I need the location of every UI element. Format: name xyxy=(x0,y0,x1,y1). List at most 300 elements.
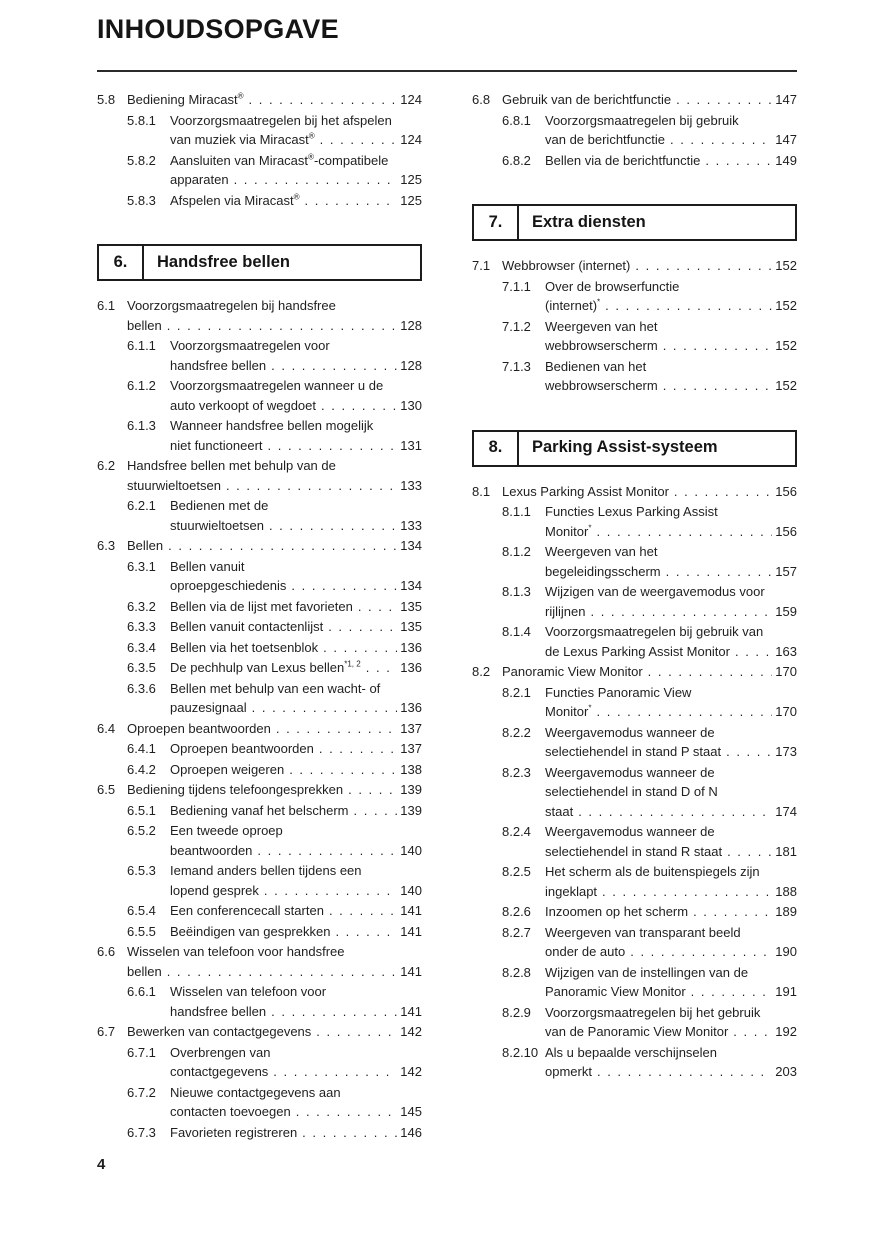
entry-body xyxy=(170,739,422,759)
entry-line xyxy=(545,683,797,703)
entry-line xyxy=(502,662,797,682)
entry-text: selectiehendel in stand P staat xyxy=(545,744,722,759)
entry-text: webbrowserscherm xyxy=(545,378,658,393)
entry-text: Weergeven van het xyxy=(545,544,658,559)
entry-body xyxy=(170,376,422,415)
entry-line xyxy=(545,1043,797,1063)
entry-number: 6.3.3 xyxy=(127,619,156,634)
entry-text: Een tweede oproep xyxy=(170,823,283,838)
entry-line xyxy=(545,982,797,1002)
chapter-number: 6. xyxy=(99,246,144,279)
entry-body xyxy=(127,296,422,335)
dot-leader xyxy=(328,617,397,637)
entry-number: 6.1.2 xyxy=(127,378,156,393)
toc-entry xyxy=(97,557,422,596)
toc-entry xyxy=(472,256,797,276)
entry-text: bellen xyxy=(127,963,162,979)
entry-body xyxy=(502,256,797,276)
toc-entry xyxy=(97,658,422,678)
entry-page: 137 xyxy=(400,720,422,736)
entry-body xyxy=(170,416,422,455)
entry-text: webbrowserscherm xyxy=(545,338,658,353)
entry-text: handsfree bellen xyxy=(170,1003,267,1019)
entry-line xyxy=(170,679,422,699)
entry-page: 125 xyxy=(400,192,422,208)
dot-leader xyxy=(320,130,398,150)
toc-entry xyxy=(97,416,422,455)
chapter-number: 7. xyxy=(474,206,519,239)
entry-number: 8.1.4 xyxy=(502,624,531,639)
entry-number: 5.8 xyxy=(97,92,116,107)
entry-text: Bediening vanaf het belscherm xyxy=(170,802,349,818)
entry-body xyxy=(545,963,797,1002)
entry-number: 6.6 xyxy=(97,944,116,959)
entry-line xyxy=(170,1043,422,1063)
entry-line xyxy=(170,801,422,821)
dot-leader xyxy=(630,942,772,962)
entry-page: 128 xyxy=(400,357,422,373)
page-title: INHOUDSOPGAVE xyxy=(97,14,339,44)
entry-body xyxy=(170,617,422,637)
chapter-heading xyxy=(472,430,797,467)
entry-text: Bewerken van contactgegevens xyxy=(127,1024,312,1039)
entry-page: 139 xyxy=(400,782,422,797)
entry-number: 8.2.2 xyxy=(502,724,531,740)
entry-text: Voorzorgsmaatregelen bij gebruik van xyxy=(545,624,764,639)
entry-line xyxy=(170,111,422,131)
entry-number: 6.3.6 xyxy=(127,680,156,696)
entry-line xyxy=(545,723,797,743)
entry-line xyxy=(545,562,797,582)
entry-body xyxy=(170,1083,422,1122)
entry-page: 137 xyxy=(400,741,422,756)
entry-number: 8.2.5 xyxy=(502,864,531,879)
dot-leader xyxy=(273,1062,397,1082)
entry-text: Afspelen via Miracast® xyxy=(170,192,300,208)
entry-text: Handsfree bellen met behulp van de xyxy=(127,458,336,473)
entry-text: Overbrengen van xyxy=(170,1044,271,1060)
dot-leader xyxy=(168,536,397,556)
entry-text: Over de browserfunctie xyxy=(545,278,680,294)
entry-number: 8.1.1 xyxy=(502,504,531,519)
dot-leader xyxy=(329,901,397,921)
toc-entry xyxy=(97,780,422,800)
entry-number: 6.1.3 xyxy=(127,418,156,433)
entry-text: Bediening Miracast® xyxy=(127,91,244,107)
entry-body xyxy=(545,683,797,722)
toc-entry xyxy=(472,1003,797,1042)
entry-body xyxy=(170,191,422,211)
entry-line xyxy=(545,963,797,983)
entry-line xyxy=(545,702,797,722)
dot-leader xyxy=(249,90,398,110)
entry-number: 6.3.2 xyxy=(127,598,156,614)
toc-entry xyxy=(472,111,797,150)
toc-entry xyxy=(97,296,422,335)
entry-number: 6.2 xyxy=(97,458,116,473)
entry-line xyxy=(127,456,422,476)
entry-page: 142 xyxy=(400,1024,422,1039)
dot-leader xyxy=(348,780,397,800)
entry-line xyxy=(545,357,797,377)
entry-number: 6.7 xyxy=(97,1024,116,1039)
entry-line xyxy=(170,617,422,637)
superscript-mark: *1, 2 xyxy=(344,659,361,669)
entry-line xyxy=(545,902,797,922)
entry-page: 136 xyxy=(400,660,422,675)
toc-entry xyxy=(97,821,422,860)
entry-body xyxy=(545,622,797,661)
entry-line xyxy=(127,90,422,110)
entry-page: 141 xyxy=(400,1003,422,1019)
toc-entry xyxy=(472,90,797,110)
toc-entry xyxy=(97,336,422,375)
dot-leader xyxy=(666,562,773,582)
entry-number: 8.2.9 xyxy=(502,1004,531,1020)
entry-text: Bellen via de berichtfunctie xyxy=(545,152,701,168)
toc-entry xyxy=(97,679,422,718)
entry-body xyxy=(127,90,422,110)
toc-entry xyxy=(472,151,797,171)
entry-body xyxy=(170,901,422,921)
entry-page: 142 xyxy=(400,1064,422,1079)
entry-text: Gebruik van de berichtfunctie xyxy=(502,92,672,107)
entry-page: 152 xyxy=(775,378,797,393)
entry-text: Wijzigen van de weergavemodus voor xyxy=(545,584,765,599)
toc-entry xyxy=(472,683,797,722)
entry-text: Iemand anders bellen tijdens een xyxy=(170,863,362,878)
entry-body xyxy=(545,1003,797,1042)
entry-line xyxy=(545,542,797,562)
entry-number: 6.8.2 xyxy=(502,152,531,168)
entry-body xyxy=(545,357,797,396)
entry-body xyxy=(170,658,422,678)
entry-text: De pechhulp van Lexus bellen$^{*1, 2}$ xyxy=(170,659,361,675)
entry-page: 135 xyxy=(400,598,422,614)
entry-line xyxy=(545,782,797,802)
entry-body xyxy=(545,317,797,356)
entry-page: 130 xyxy=(400,397,422,413)
toc-entry xyxy=(472,763,797,822)
entry-line xyxy=(545,111,797,131)
entry-body xyxy=(545,763,797,822)
dot-leader xyxy=(271,1002,397,1022)
entry-page: 173 xyxy=(775,744,797,759)
entry-line xyxy=(545,502,797,522)
entry-page: 141 xyxy=(400,923,422,939)
entry-body xyxy=(545,902,797,922)
entry-line xyxy=(170,638,422,658)
entry-page: 189 xyxy=(775,904,797,919)
entry-line xyxy=(545,622,797,642)
dot-leader xyxy=(670,130,772,150)
chapter-title: Handsfree bellen xyxy=(157,252,290,271)
toc-entry xyxy=(97,942,422,981)
entry-page: 140 xyxy=(400,842,422,858)
entry-page: 170 xyxy=(775,664,797,679)
entry-text: Weergavemodus wanneer de xyxy=(545,724,715,740)
superscript-mark: ® xyxy=(308,131,315,141)
dot-leader xyxy=(268,436,398,456)
toc-entry xyxy=(472,482,797,502)
entry-line xyxy=(545,862,797,882)
entry-text: selectiehendel in stand D of N xyxy=(545,784,718,799)
entry-line xyxy=(545,763,797,783)
toc-entry xyxy=(97,496,422,535)
entry-line xyxy=(545,582,797,602)
toc-entry xyxy=(472,357,797,396)
toc-entry xyxy=(97,90,422,110)
entry-page: 136 xyxy=(400,700,422,715)
entry-text: bellen xyxy=(127,317,162,333)
entry-body xyxy=(545,151,797,171)
entry-page: 152 xyxy=(775,338,797,353)
entry-line xyxy=(545,1022,797,1042)
dot-leader xyxy=(226,476,397,496)
entry-number: 8.2 xyxy=(472,664,491,679)
entry-body xyxy=(545,277,797,316)
entry-body xyxy=(545,822,797,861)
dot-leader xyxy=(354,801,398,821)
dot-leader xyxy=(674,482,772,502)
entry-body xyxy=(170,679,422,718)
entry-line xyxy=(127,780,422,800)
entry-line xyxy=(545,151,797,171)
entry-page: 145 xyxy=(400,1104,422,1119)
toc-entry xyxy=(97,376,422,415)
entry-text: Weergavemodus wanneer de xyxy=(545,824,715,839)
dot-leader xyxy=(302,1123,397,1143)
toc-entry xyxy=(472,723,797,762)
entry-line xyxy=(170,658,422,678)
entry-line xyxy=(170,496,422,516)
toc-entry xyxy=(472,1043,797,1082)
entry-text: van muziek via Miracast® xyxy=(170,131,315,147)
superscript-mark: ® xyxy=(293,192,300,202)
entry-text: begeleidingsscherm xyxy=(545,563,661,579)
entry-number: 6.3.5 xyxy=(127,660,156,675)
entry-page: 157 xyxy=(775,563,797,579)
entry-line xyxy=(170,356,422,376)
entry-text: selectiehendel in stand R staat xyxy=(545,843,723,859)
entry-text: Aansluiten van Miracast®-compatibele xyxy=(170,152,389,168)
entry-page: 146 xyxy=(400,1124,422,1140)
entry-text: Monitor* xyxy=(545,703,592,719)
entry-text: Functies Panoramic View xyxy=(545,684,692,700)
toc-entry xyxy=(97,617,422,637)
entry-number: 6.7.1 xyxy=(127,1044,156,1060)
toc-column-right xyxy=(472,90,797,1143)
entry-body xyxy=(170,111,422,150)
entry-line xyxy=(545,942,797,962)
entry-text: Wanneer handsfree bellen mogelijk xyxy=(170,418,374,433)
entry-body xyxy=(545,542,797,581)
entry-text: pauzesignaal xyxy=(170,700,247,715)
superscript-mark: * xyxy=(588,523,592,533)
entry-line xyxy=(127,536,422,556)
dot-leader xyxy=(252,698,398,718)
entry-text: niet functioneert xyxy=(170,437,263,453)
dot-leader xyxy=(663,376,773,396)
toc-entry xyxy=(97,1022,422,1042)
entry-line xyxy=(170,170,422,190)
entry-number: 6.5.2 xyxy=(127,823,156,838)
entry-body xyxy=(170,151,422,190)
dot-leader xyxy=(635,256,772,276)
entry-body xyxy=(545,111,797,150)
entry-text: Voorzorgsmaatregelen bij het gebruik xyxy=(545,1004,761,1020)
dot-leader xyxy=(676,90,772,110)
dot-leader xyxy=(597,1062,772,1082)
toc-entry xyxy=(97,922,422,942)
toc-entry xyxy=(472,622,797,661)
entry-text: Bedienen van het xyxy=(545,358,647,374)
entry-number: 6.2.1 xyxy=(127,498,156,513)
entry-page: 192 xyxy=(775,1024,797,1039)
toc-entry xyxy=(97,982,422,1021)
entry-body xyxy=(545,502,797,541)
entry-body xyxy=(170,1123,422,1143)
toc-entry xyxy=(97,1083,422,1122)
entry-page: 139 xyxy=(400,802,422,818)
entry-body xyxy=(127,719,422,739)
entry-page: 163 xyxy=(775,643,797,659)
entry-body xyxy=(170,821,422,860)
entry-number: 8.2.8 xyxy=(502,964,531,980)
entry-body xyxy=(170,557,422,596)
toc-entry xyxy=(472,582,797,621)
entry-line xyxy=(170,576,422,596)
dot-leader xyxy=(693,902,772,922)
entry-page: 134 xyxy=(400,578,422,593)
dot-leader xyxy=(291,576,397,596)
entry-page: 152 xyxy=(775,298,797,313)
entry-number: 5.8.2 xyxy=(127,152,156,168)
entry-page: 147 xyxy=(775,92,797,107)
entry-number: 6.4.1 xyxy=(127,741,156,756)
entry-text: oproepgeschiedenis xyxy=(170,578,287,593)
entry-page: 133 xyxy=(400,517,422,533)
dot-leader xyxy=(167,962,398,982)
dot-leader xyxy=(727,842,772,862)
entry-text: Beëindigen van gesprekken xyxy=(170,923,331,939)
toc-entry xyxy=(97,191,422,211)
entry-line xyxy=(545,130,797,150)
entry-line xyxy=(545,802,797,822)
dot-leader xyxy=(234,170,398,190)
entry-text: beantwoorden xyxy=(170,842,253,858)
entry-body xyxy=(170,922,422,942)
toc-entry xyxy=(97,801,422,821)
toc-column-left xyxy=(97,90,422,1143)
dot-leader xyxy=(726,742,772,762)
entry-line xyxy=(127,296,422,316)
entry-text: Weergeven van het xyxy=(545,318,658,334)
dot-leader xyxy=(335,922,397,942)
entry-number: 6.6.1 xyxy=(127,984,156,999)
entry-page: 135 xyxy=(400,619,422,634)
entry-line xyxy=(502,256,797,276)
entry-text: Panoramic View Monitor xyxy=(545,984,686,999)
entry-body xyxy=(502,90,797,110)
entry-body xyxy=(170,638,422,658)
entry-line xyxy=(545,317,797,337)
entry-page: 191 xyxy=(775,984,797,999)
entry-number: 8.1.2 xyxy=(502,544,531,559)
entry-number: 7.1.1 xyxy=(502,278,531,294)
entry-text: Bellen vanuit xyxy=(170,558,245,574)
toc-entry xyxy=(472,862,797,901)
entry-line xyxy=(170,336,422,356)
entry-page: 181 xyxy=(775,843,797,859)
entry-page: 147 xyxy=(775,132,797,147)
entry-line xyxy=(545,296,797,316)
entry-text: auto verkoopt of wegdoet xyxy=(170,397,316,413)
entry-page: 203 xyxy=(775,1064,797,1079)
entry-number: 5.8.1 xyxy=(127,112,156,128)
entry-page: 159 xyxy=(775,603,797,619)
entry-number: 6.4.2 xyxy=(127,761,156,777)
toc-entry xyxy=(97,456,422,495)
entry-text: staat xyxy=(545,803,574,819)
entry-number: 8.1 xyxy=(472,483,491,499)
toc xyxy=(97,90,797,1143)
entry-line xyxy=(545,822,797,842)
entry-text: Bellen vanuit contactenlijst xyxy=(170,619,324,634)
toc-entry xyxy=(97,151,422,190)
entry-text: Een conferencecall starten xyxy=(170,903,324,918)
toc-entry xyxy=(472,317,797,356)
chapter-heading xyxy=(97,244,422,281)
entry-text: lopend gesprek xyxy=(170,882,259,898)
entry-number: 8.2.4 xyxy=(502,824,531,839)
entry-number: 8.2.10 xyxy=(502,1044,539,1060)
entry-line xyxy=(127,476,422,496)
entry-line xyxy=(170,901,422,921)
entry-line xyxy=(170,698,422,718)
entry-line xyxy=(127,1022,422,1042)
entry-text: Bediening tijdens telefoongesprekken xyxy=(127,782,344,797)
title-divider xyxy=(97,70,797,72)
entry-body xyxy=(545,582,797,621)
entry-text: Voorzorgsmaatregelen bij handsfree xyxy=(127,298,336,313)
toc-entry xyxy=(97,638,422,658)
entry-line xyxy=(170,396,422,416)
entry-text: Voorzorgsmaatregelen bij gebruik xyxy=(545,112,739,128)
superscript-mark: ® xyxy=(308,152,314,162)
entry-text: Voorzorgsmaatregelen voor xyxy=(170,338,330,353)
chapter-title: Extra diensten xyxy=(532,212,646,231)
chapter-title: Parking Assist-systeem xyxy=(532,438,718,457)
entry-number: 8.2.7 xyxy=(502,924,531,940)
entry-page: 149 xyxy=(775,152,797,168)
entry-body xyxy=(170,861,422,900)
entry-body xyxy=(170,1043,422,1082)
entry-line xyxy=(545,882,797,902)
entry-page: 138 xyxy=(400,761,422,777)
entry-number: 8.1.3 xyxy=(502,584,531,599)
entry-page: 136 xyxy=(400,639,422,655)
entry-line xyxy=(170,130,422,150)
entry-text: Nieuwe contactgegevens aan xyxy=(170,1084,341,1100)
entry-text: Monitor* xyxy=(545,523,592,539)
entry-body xyxy=(170,496,422,535)
entry-text: Lexus Parking Assist Monitor xyxy=(502,483,669,499)
entry-page: 133 xyxy=(400,477,422,493)
entry-line xyxy=(127,962,422,982)
dot-leader xyxy=(733,1022,772,1042)
entry-text: Oproepen beantwoorden xyxy=(127,720,271,736)
